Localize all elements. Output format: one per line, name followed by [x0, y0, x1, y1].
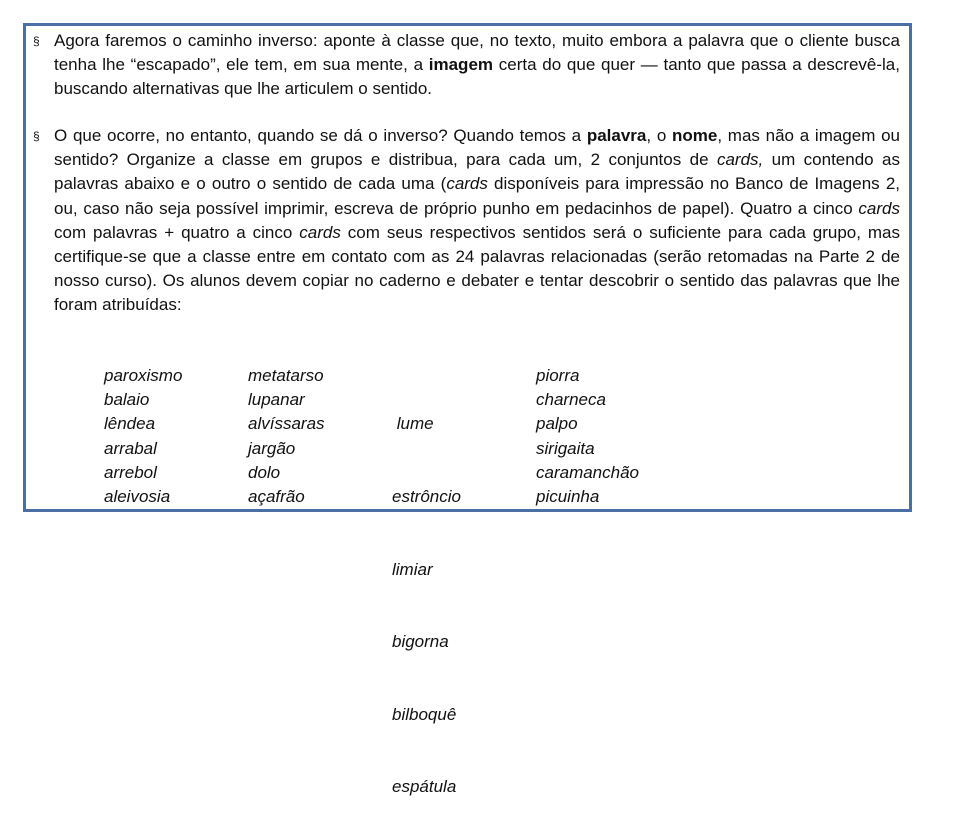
p2-text-6: com palavras + quatro a cinco [54, 222, 300, 242]
word-item: charneca [536, 390, 606, 410]
word-item: piorra [536, 366, 580, 385]
p2-bold-palavra: palavra [586, 126, 647, 145]
paragraph-1 [54, 29, 900, 102]
word-item: paroxismo [104, 366, 183, 385]
p2-text-5: disponíveis para impressão no Banco de Imagens 2, ou, caso não seja possível imprimir, escreva de próprio punho em pedacinhos de papel). Quatro a cinco [54, 174, 900, 218]
word-item: metatarso [248, 366, 324, 385]
p2-italic-cards-3: cards [858, 198, 900, 218]
word-item: arrabal [104, 438, 157, 458]
word-item: arrebol [104, 462, 157, 482]
word-column-3 [392, 364, 532, 824]
word-column-1 [104, 364, 244, 509]
word-item: jargão [248, 438, 296, 458]
p2-italic-cards-4: cards [299, 222, 341, 242]
p2-text-7: com seus respectivos sentidos será o suficiente para cada grupo, mas certifique-se que a classe entre em contato com as 24 palavras relacionadas (serão retomadas na Parte 2 de nosso curso). Os alunos devem copiar no caderno e debater e tentar descobrir o sentido das palavras que lhe foram atribuídas: [54, 222, 901, 315]
word-item: picuinha [536, 487, 600, 507]
word-item: balaio [104, 390, 150, 410]
p2-text-2: , o [646, 126, 673, 145]
word-item: estrôncio [392, 487, 461, 507]
word-item: limiar [392, 559, 433, 579]
word-item: espátula [392, 777, 457, 797]
p2-italic-cards-2: cards [446, 174, 488, 194]
p1-bold-imagem: imagem [428, 55, 494, 75]
p1-text-1: Agora faremos o caminho inverso: aponte à classe que, no texto, muito embora a palavra que o cliente busca tenha lhe “escapado”, ele tem, em sua mente, a [54, 31, 900, 75]
p1-text-2: certa do que quer — tanto que passa a descrevê-la, buscando alternativas que lhe articulem o sentido. [54, 55, 900, 99]
word-item: palpo [536, 414, 578, 434]
word-item: lupanar [248, 390, 305, 410]
word-item: sirigaita [536, 438, 595, 458]
paragraph-2 [54, 124, 900, 318]
p2-text-3: , mas não a imagem ou sentido? Organize a classe em grupos e distribua, para cada um, 2 conjuntos de [54, 126, 901, 170]
p2-bold-nome: nome [672, 126, 718, 145]
bullet-icon: § [33, 34, 40, 48]
word-item: caramanchão [536, 462, 640, 482]
word-item: lume [392, 414, 434, 434]
p2-italic-cards-1: cards, [716, 150, 764, 170]
word-item: lêndea [104, 414, 156, 434]
word-column-4 [536, 364, 676, 509]
p2-text-4: um contendo as palavras abaixo e o outro o sentido de cada uma ( [54, 150, 900, 194]
p2-text-1: O que ocorre, no entanto, quando se dá o inverso? Quando temos a [54, 126, 587, 145]
word-item: bigorna [392, 632, 449, 652]
word-item: dolo [248, 462, 281, 482]
word-item: bilboquê [392, 704, 457, 724]
bullet-icon: § [33, 129, 40, 143]
word-column-2 [248, 364, 388, 509]
word-item: açafrão [248, 487, 305, 507]
word-item: alvíssaras [248, 414, 325, 434]
word-item: aleivosia [104, 487, 171, 507]
